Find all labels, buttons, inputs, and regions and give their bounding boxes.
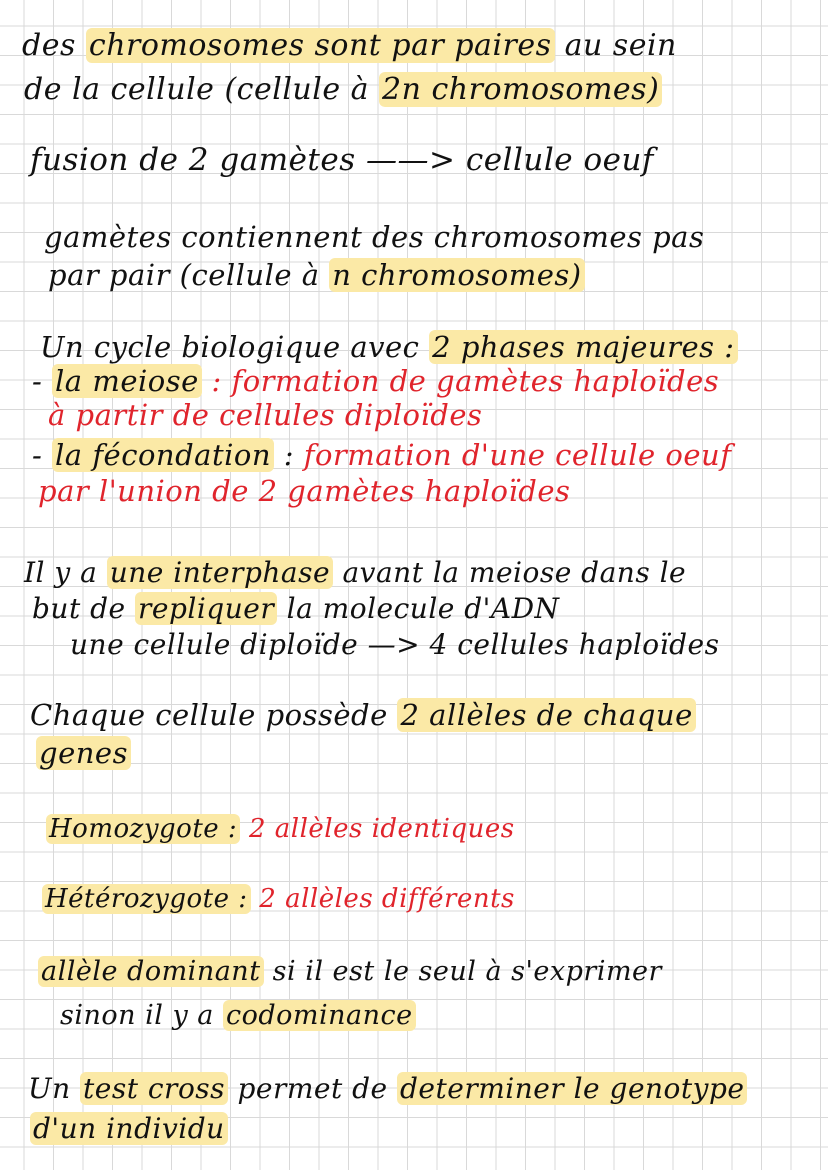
note-line bbox=[36, 736, 131, 770]
note-text: des bbox=[22, 28, 86, 63]
red-text: 2 allèles identiques bbox=[240, 814, 515, 844]
highlighted-text: 2n chromosomes) bbox=[379, 72, 662, 107]
note-line bbox=[38, 956, 662, 987]
note-text: la molecule d'ADN bbox=[277, 592, 560, 625]
highlighted-text: la fécondation bbox=[52, 438, 274, 472]
red-text: à partir de cellules diploïdes bbox=[48, 398, 483, 432]
note-text: - bbox=[32, 364, 53, 398]
note-text: Il y a bbox=[24, 556, 107, 589]
highlighted-text: 2 phases majeures : bbox=[429, 330, 737, 364]
note-line bbox=[22, 28, 677, 63]
note-line bbox=[30, 142, 654, 178]
note-line bbox=[24, 556, 686, 589]
highlighted-text: 2 allèles de chaque bbox=[397, 698, 695, 732]
note-text: avant la meiose dans le bbox=[333, 556, 687, 589]
highlighted-text: genes bbox=[36, 736, 131, 770]
red-text: : bbox=[201, 364, 232, 398]
note-line bbox=[38, 474, 570, 508]
note-text: de la cellule (cellule à bbox=[24, 72, 380, 107]
note-line bbox=[60, 1000, 416, 1031]
red-text: par l'union de 2 gamètes haploïdes bbox=[38, 474, 571, 508]
note-text: but de bbox=[32, 592, 136, 625]
note-line bbox=[32, 592, 560, 625]
highlighted-text: repliquer bbox=[135, 592, 277, 625]
highlighted-text: Hétérozygote : bbox=[42, 884, 251, 914]
note-line bbox=[32, 364, 719, 398]
highlighted-text: la meiose bbox=[52, 364, 202, 398]
note-text: une cellule diploïde —> 4 cellules haploïdes bbox=[70, 628, 720, 661]
note-line bbox=[32, 438, 731, 472]
note-line bbox=[24, 72, 662, 107]
note-text: - bbox=[32, 438, 53, 472]
highlighted-text: d'un individu bbox=[30, 1112, 228, 1145]
note-line bbox=[28, 1072, 747, 1105]
red-text: formation d'une cellule oeuf bbox=[303, 438, 732, 472]
note-line bbox=[42, 884, 515, 914]
highlighted-text: determiner le genotype bbox=[397, 1072, 747, 1105]
highlighted-text: chromosomes sont par paires bbox=[86, 28, 555, 63]
highlighted-text: codominance bbox=[223, 1000, 416, 1031]
note-text: Chaque cellule possède bbox=[30, 698, 398, 732]
highlighted-text: test cross bbox=[80, 1072, 228, 1105]
red-text: formation de gamètes haploïdes bbox=[231, 364, 720, 398]
note-text: Un cycle biologique avec bbox=[40, 330, 430, 364]
note-text: si il est le seul à s'exprimer bbox=[263, 956, 662, 987]
note-line bbox=[46, 814, 515, 844]
note-line bbox=[48, 258, 585, 292]
note-text: : bbox=[274, 438, 304, 472]
note-line bbox=[44, 220, 704, 254]
note-text: par pair (cellule à bbox=[48, 258, 330, 292]
note-line bbox=[30, 698, 696, 732]
note-text: sinon il y a bbox=[60, 1000, 223, 1031]
highlighted-text: allèle dominant bbox=[38, 956, 264, 987]
note-line bbox=[30, 1112, 228, 1145]
highlighted-text: n chromosomes) bbox=[329, 258, 584, 292]
note-text: permet de bbox=[228, 1072, 397, 1105]
note-line bbox=[48, 398, 482, 432]
note-text: au sein bbox=[554, 28, 677, 63]
note-text: fusion de 2 gamètes ——> cellule oeuf bbox=[30, 142, 654, 178]
note-text: gamètes contiennent des chromosomes pas bbox=[44, 220, 705, 254]
note-line bbox=[70, 628, 719, 661]
note-line bbox=[40, 330, 738, 364]
highlighted-text: Homozygote : bbox=[46, 814, 240, 844]
highlighted-text: une interphase bbox=[107, 556, 333, 589]
red-text: 2 allèles différents bbox=[250, 884, 515, 914]
note-text: Un bbox=[28, 1072, 81, 1105]
